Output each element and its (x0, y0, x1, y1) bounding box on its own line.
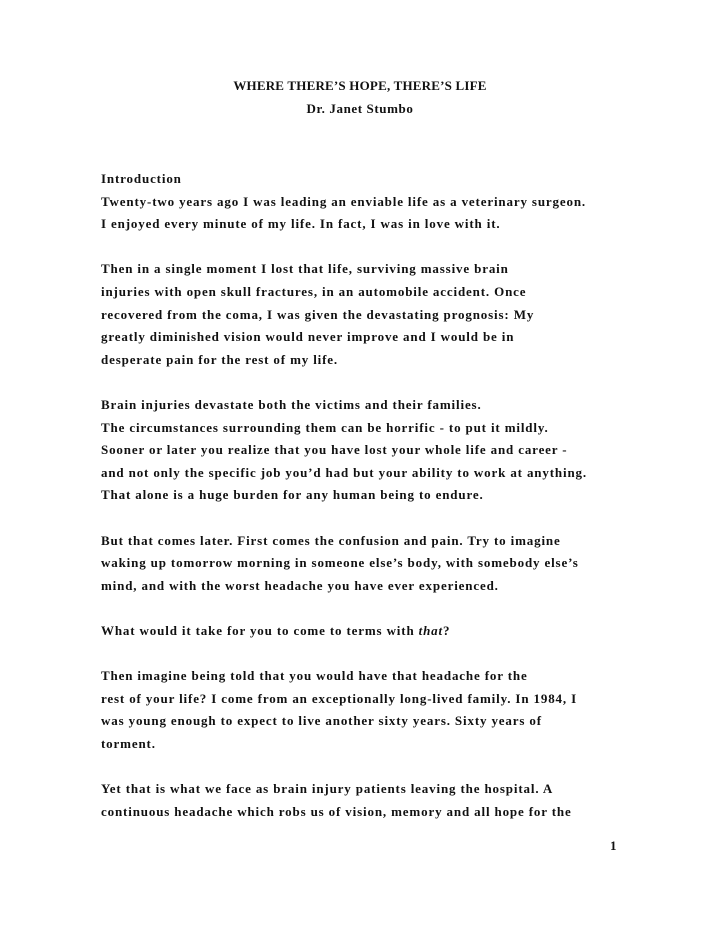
paragraph-gap (101, 236, 661, 259)
text-line: waking up tomorrow morning in someone else’s body, with somebody else’s (101, 555, 579, 571)
text-line: recovered from the coma, I was given the devastating prognosis: My (101, 306, 535, 322)
text-line: and not only the specific job you’d had but your ability to work at anything. (101, 464, 587, 480)
paragraph-gap (101, 597, 661, 620)
text-line: Yet that is what we face as brain injury patients leaving the hospital. A (101, 781, 554, 797)
text-line: Then imagine being told that you would have that headache for the (101, 668, 528, 684)
text-segment: What would it take for you to come to terms with (101, 622, 419, 638)
text-line: Sooner or later you realize that you have lost your whole life and career - (101, 442, 568, 458)
document-author: Dr. Janet Stumbo (306, 101, 414, 116)
text-segment: ? (443, 622, 451, 638)
text-line: was young enough to expect to live another sixty years. Sixty years of (101, 713, 542, 729)
text-line: mind, and with the worst headache you have ever experienced. (101, 577, 499, 593)
text-line: rest of your life? I come from an exceptionally long-lived family. In 1984, I (101, 690, 578, 706)
text-line: I enjoyed every minute of my life. In fact, I was in love with it. (101, 216, 501, 232)
text-line (101, 620, 661, 643)
paragraph-gap (101, 642, 661, 665)
text-line: Then in a single moment I lost that life, surviving massive brain (101, 261, 509, 277)
document-title: WHERE THERE’S HOPE, THERE’S LIFE (233, 78, 487, 93)
text-line: torment. (101, 735, 156, 751)
text-line: injuries with open skull fractures, in an automobile accident. Once (101, 283, 527, 299)
text-line: Twenty-two years ago I was leading an enviable life as a veterinary surgeon. (101, 193, 587, 209)
paragraph-gap (101, 755, 661, 778)
document-body (101, 168, 661, 823)
text-line: But that comes later. First comes the confusion and pain. Try to imagine (101, 532, 561, 548)
paragraph-gap (101, 371, 661, 394)
text-line: Brain injuries devastate both the victims and their families. (101, 396, 482, 412)
paragraph-gap (101, 507, 661, 530)
text-line: The circumstances surrounding them can be horrific - to put it mildly. (101, 419, 549, 435)
text-line: desperate pain for the rest of my life. (101, 351, 339, 367)
text-line: continuous headache which robs us of vision, memory and all hope for the (101, 803, 572, 819)
page-number: 1 (610, 838, 617, 853)
text-line: greatly diminished vision would never improve and I would be in (101, 329, 515, 345)
section-heading: Introduction (101, 171, 182, 186)
emphasized-word: that (418, 622, 443, 638)
text-line: That alone is a huge burden for any human being to endure. (101, 487, 484, 503)
